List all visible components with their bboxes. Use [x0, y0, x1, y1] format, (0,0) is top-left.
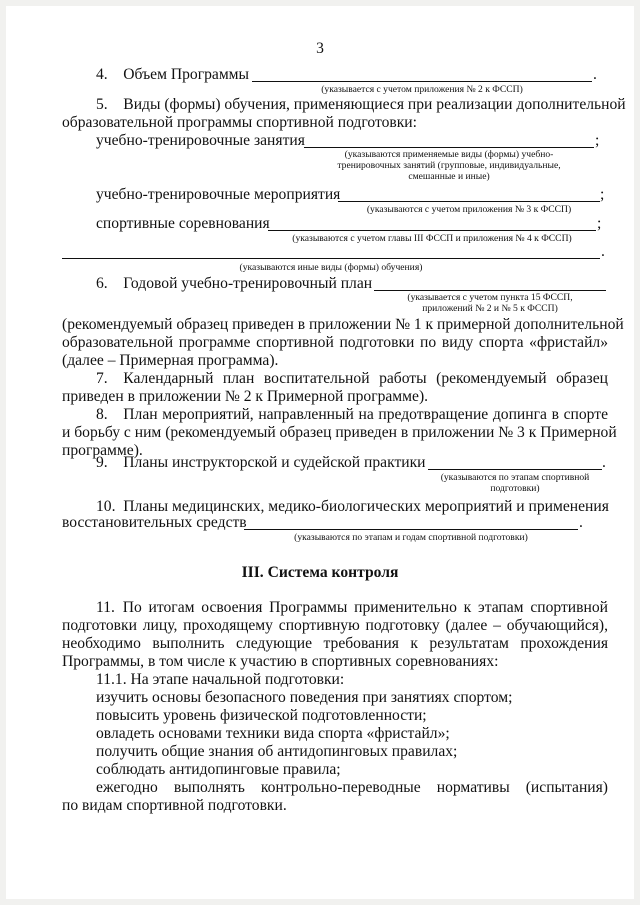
- item9-end: .: [602, 454, 606, 471]
- item5-a-note2: тренировочных занятий (групповые, индивидуальные,: [337, 160, 561, 171]
- item5-b-label: учебно-тренировочные мероприятия: [96, 186, 341, 203]
- item10-end: .: [579, 514, 583, 531]
- item6-label: 6. Годовой учебно-тренировочный план: [96, 275, 373, 292]
- item5-a-note1: (указываются применяемые виды (формы) учебно-: [344, 149, 554, 160]
- item10-label: восстановительных средств: [62, 514, 247, 531]
- item10-note: (указываются по этапам и годам спортивной подготовки): [294, 532, 528, 543]
- item5-c-label: спортивные соревнования: [96, 215, 270, 232]
- section-heading: III. Система контроля: [241, 564, 399, 581]
- item4-fill-line: [252, 81, 592, 82]
- para11-line4: Программы, в том числе к участию в спортивных соревнованиях:: [62, 653, 499, 670]
- item5-b-fill-line: [338, 201, 600, 202]
- requirement-3: овладеть основами техники вида спорта «фристайл»;: [96, 725, 450, 742]
- item7-line1: 7. Календарный план воспитательной работы (рекомендуемый образец: [96, 370, 608, 387]
- item5-b-end: ;: [600, 186, 605, 203]
- item5-b-note: (указываются с учетом приложения № 3 к ФССП): [366, 204, 572, 215]
- item5-line1: 5. Виды (формы) обучения, применяющиеся при реализации дополнительной: [96, 96, 626, 113]
- item10-fill-line: [244, 529, 578, 530]
- item5-a-fill-line: [304, 147, 594, 148]
- subpara-11-1: 11.1. На этапе начальной подготовки:: [96, 671, 345, 688]
- item5-line2: образовательной программы спортивной подготовки:: [62, 114, 417, 131]
- item5-c-note: (указываются с учетом главы III ФССП и приложения № 4 к ФССП): [292, 233, 572, 244]
- item6-p1: (рекомендуемый образец приведен в приложении № 1 к примерной дополнительной: [62, 316, 624, 333]
- item5-c-end: ;: [597, 215, 602, 232]
- item6-note2: приложений № 2 и № 5 к ФССП): [422, 303, 558, 314]
- item5-d-fill-line: [62, 258, 600, 259]
- item4-end: .: [593, 66, 597, 83]
- item6-p3: (далее – Примерная программа).: [62, 352, 279, 369]
- item5-a-end: ;: [595, 132, 600, 149]
- item9-note2: подготовки): [490, 483, 540, 494]
- item5-a-label: учебно-тренировочные занятия: [96, 132, 305, 149]
- item5-a-note3: смешанные и иные): [408, 171, 490, 182]
- item6-fill-line: [374, 290, 606, 291]
- item4-note: (указывается с учетом приложения № 2 к ФССП): [321, 84, 523, 95]
- requirement-1: изучить основы безопасного поведения при занятиях спортом;: [96, 689, 513, 706]
- item10-line1: 10. Планы медицинских, медико-биологических мероприятий и применения: [96, 498, 609, 515]
- item9-fill-line: [428, 469, 602, 470]
- item6-p2: образовательной программе спортивной подготовки по виду спорта «фристайл»: [62, 334, 608, 351]
- item6-note1: (указывается с учетом пункта 15 ФССП,: [407, 292, 573, 303]
- requirement-5: соблюдать антидопинговые правила;: [96, 761, 341, 778]
- requirement-4: получить общие знания об антидопинговых правилах;: [96, 743, 458, 760]
- requirement-2: повысить уровень физической подготовленности;: [96, 707, 427, 724]
- requirement-6-cont: по видам спортивной подготовки.: [62, 797, 287, 814]
- item9-label: 9. Планы инструкторской и судейской практики: [96, 454, 426, 471]
- para11-line3: необходимо выполнить следующие требования к результатам прохождения: [62, 635, 608, 652]
- item8-line1: 8. План мероприятий, направленный на предотвращение допинга в спорте: [96, 406, 608, 423]
- item4-label: 4. Объем Программы: [96, 66, 250, 83]
- requirement-6: ежегодно выполнять контрольно-переводные нормативы (испытания): [96, 779, 608, 796]
- item8-line2: и борьбу с ним (рекомендуемый образец приведен в приложении № 3 к Примерной: [62, 424, 617, 441]
- item9-note1: (указываются по этапам спортивной: [440, 472, 590, 483]
- item5-c-fill-line: [268, 230, 596, 231]
- item7-line2: приведен в приложении № 2 к Примерной программе).: [62, 388, 429, 405]
- item5-d-end: .: [601, 243, 605, 260]
- item8-line3: программе).: [62, 442, 143, 459]
- para11-line1: 11. По итогам освоения Программы применительно к этапам спортивной: [96, 599, 608, 616]
- item5-d-note: (указываются иные виды (формы) обучения): [239, 262, 423, 273]
- page-number: 3: [316, 40, 324, 57]
- para11-line2: подготовки лицу, проходящему спортивную подготовку (далее – обучающийся),: [62, 617, 608, 634]
